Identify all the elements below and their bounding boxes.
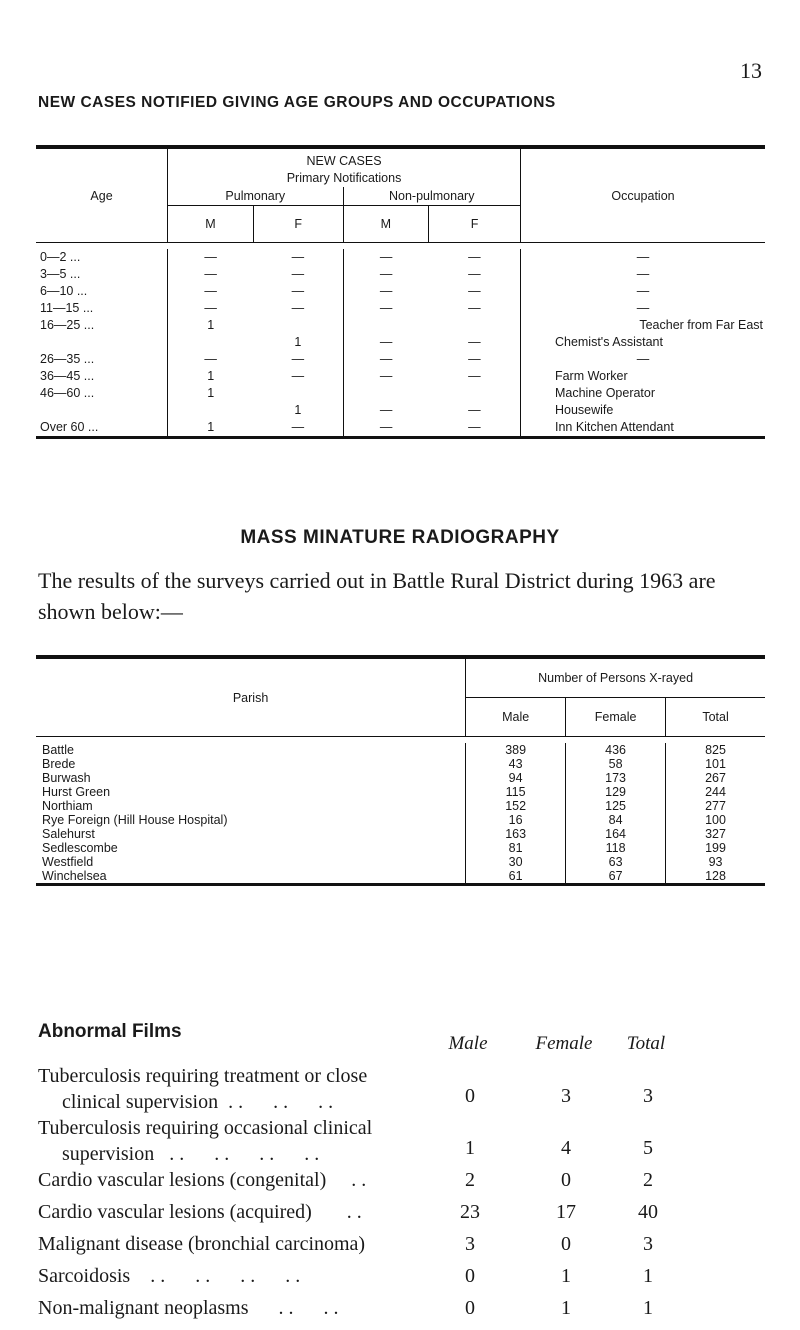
table-row: Sedlescombe 81 118 199 xyxy=(36,841,765,855)
table-row: 0—2 ... — — — — — xyxy=(36,249,765,266)
table-row: 46—60 ... 1 Machine Operator xyxy=(36,385,765,402)
col-new-cases: NEW CASES xyxy=(168,147,521,170)
table-row: Hurst Green 115 129 244 xyxy=(36,785,765,799)
col-female: Female xyxy=(566,698,666,737)
table-row: Northiam 152 125 277 xyxy=(36,799,765,813)
col-age: Age xyxy=(36,147,168,243)
table-row: 1 — — Chemist's Assistant xyxy=(36,334,765,351)
list-item: Cardio vascular lesions (congenital) . . 2 0 2 xyxy=(38,1169,653,1191)
abn-col-total: Total xyxy=(626,1033,666,1054)
table-row: Westfield 30 63 93 xyxy=(36,855,765,869)
list-item: Non-malignant neoplasms . . . . 0 1 1 xyxy=(38,1297,653,1319)
list-item: Tuberculosis requiring treatment or close clinical supervision . . . . . . 0 3 3 xyxy=(38,1065,653,1113)
page-heading: NEW CASES NOTIFIED GIVING AGE GROUPS AND OCCUPATIONS xyxy=(38,94,556,111)
col-f2: F xyxy=(429,206,521,243)
table-row: 11—15 ... — — — — — xyxy=(36,300,765,317)
mmr-table xyxy=(36,655,765,886)
list-item: Tuberculosis requiring occasional clinical supervision . . . . . . . . 1 4 5 xyxy=(38,1117,653,1165)
new-cases-table xyxy=(36,145,765,439)
col-f1: F xyxy=(253,206,343,243)
table-row: Battle 389 436 825 xyxy=(36,743,765,757)
col-occupation: Occupation xyxy=(520,147,765,243)
table-row: Brede 43 58 101 xyxy=(36,757,765,771)
mmr-intro: The results of the surveys carried out in Battle Rural District during 1963 are shown below:— xyxy=(38,568,716,624)
table-row: Winchelsea 61 67 128 xyxy=(36,869,765,885)
col-male: Male xyxy=(466,698,566,737)
table-row: 1 — — Housewife xyxy=(36,402,765,419)
abn-col-female: Female xyxy=(535,1033,593,1054)
abn-col-male: Male xyxy=(448,1033,488,1054)
list-item: Cardio vascular lesions (acquired) . . 23 17 40 xyxy=(38,1201,658,1223)
col-pulmonary: Pulmonary xyxy=(168,187,343,206)
col-non-pulmonary: Non-pulmonary xyxy=(343,187,520,206)
table-row: 36—45 ... 1 — — — Farm Worker xyxy=(36,368,765,385)
col-m1: M xyxy=(168,206,254,243)
table-row: 3—5 ... — — — — — xyxy=(36,266,765,283)
col-parish: Parish xyxy=(36,657,466,737)
table-row: Burwash 94 173 267 xyxy=(36,771,765,785)
col-m2: M xyxy=(343,206,429,243)
mmr-title: MASS MINATURE RADIOGRAPHY xyxy=(240,527,560,548)
col-primary: Primary Notifications xyxy=(168,170,521,187)
table-row: Rye Foreign (Hill House Hospital) 16 84 100 xyxy=(36,813,765,827)
list-item: Sarcoidosis . . . . . . . . 0 1 1 xyxy=(38,1265,653,1287)
list-item: Malignant disease (bronchial carcinoma) 3 0 3 xyxy=(38,1233,653,1255)
table-row: Salehurst 163 164 327 xyxy=(36,827,765,841)
table-row: Over 60 ... 1 — — — Inn Kitchen Attendant xyxy=(36,419,765,438)
abnormal-title: Abnormal Films xyxy=(38,1021,182,1042)
abnormal-films-section xyxy=(38,1016,768,1324)
table-row: 26—35 ... — — — — — xyxy=(36,351,765,368)
col-number-xrayed: Number of Persons X-rayed xyxy=(466,657,765,698)
table-row: 6—10 ... — — — — — xyxy=(36,283,765,300)
page-number: 13 xyxy=(740,58,762,83)
col-total: Total xyxy=(666,698,765,737)
table-row: 16—25 ... 1 Teacher from Far East xyxy=(40,318,763,332)
